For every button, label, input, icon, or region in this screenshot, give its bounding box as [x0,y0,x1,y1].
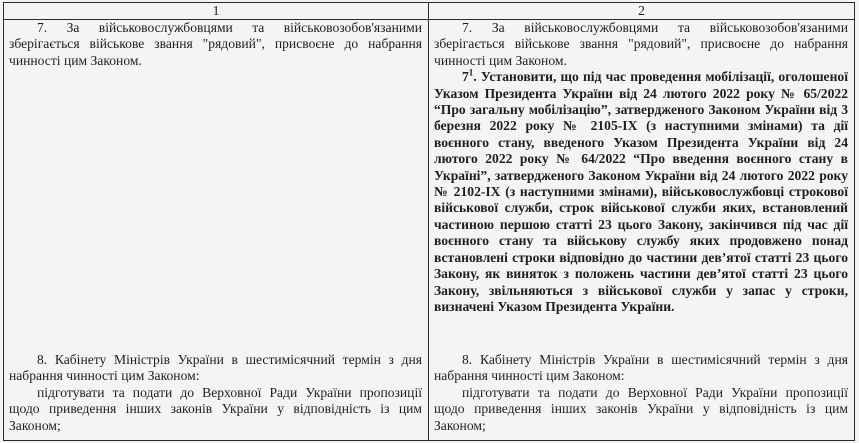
header-row [4,3,855,20]
right-paragraph-7-1 [434,69,848,315]
left-paragraph-7: 7. За військовослужбовцями та військовозобов'язаними зберігається військове звання "рядовий", присвоєне до набрання чинності цим Законом. [9,20,422,68]
paragraph-number: 7 [462,69,469,85]
column-header-1: 1 [4,3,429,20]
left-paragraph-8-item: підготувати та подати до Верховної Ради України пропозиції щодо приведення інших законів України у відповідність із цим Законом; [9,384,422,433]
content-row [4,20,855,441]
right-paragraph-8: 8. Кабінету Міністрів України в шестимісячний термін з дня набрання чинності цим Законом: [434,352,848,384]
right-paragraph-7: 7. За військовослужбовцями та військовозобов'язаними зберігається військове звання "рядовий", присвоєне до набрання чинності цим Законом. [434,20,848,68]
new-provision-text: . Установити, що під час проведення мобілізації, оголошеної Указом Президента України від 24 лютого 2022 року № 65/2022 “Про загальну мобілізацію”, затвердженого Законом України від 3 березня 2022 року № 2105-IX (з наступними змінами) та дії воєнного стану, введеного Указом Президента України від 24 лютого 2022 року № 64/2022 “Про введення воєнного стану в Україні”, затвердженого Законом України від 24 лютого 2022 року № 2102-IX (з наступними змінами), військовослужбовці строкової військової служби, строк військової служби яких, встановлений частиною першою статті 23 цього Закону, закінчився під час дії воєнного стану та військову службу яких продовжено понад встановлені строки відповідно до частини дев’ятої статті 23 цього Закону, як виняток з положень частини дев’ятої статті 23 цього Закону, звільняються з військової служби у запас у строки, визначені Указом Президента України. [434,69,848,314]
right-paragraph-8-item: підготувати та подати до Верховної Ради України пропозиції щодо приведення інших законів України у відповідність із цим Законом; [434,384,848,433]
current-text-cell [4,20,429,441]
proposed-text-cell [429,20,855,441]
left-paragraph-8: 8. Кабінету Міністрів України в шестимісячний термін з дня набрання чинності цим Законом: [9,352,422,384]
comparison-table [3,2,855,441]
paragraph-superscript: 1 [468,67,474,78]
column-header-2: 2 [429,3,855,20]
